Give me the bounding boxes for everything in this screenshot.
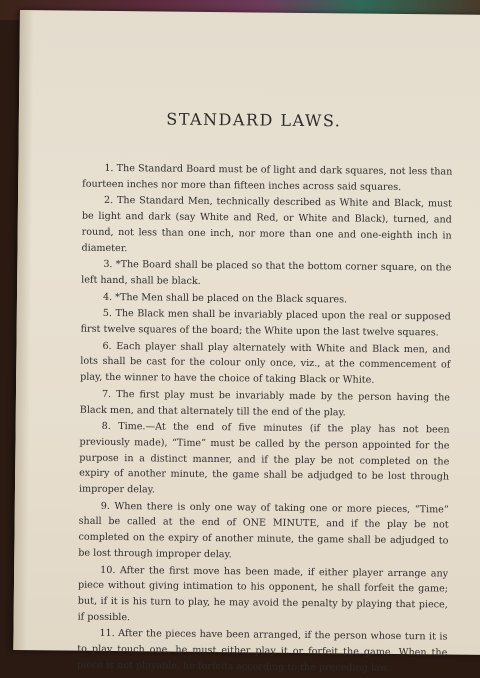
page-gutter-shadow	[13, 10, 34, 650]
law-paragraph: 10. After the first move has been made, if either player arrange any piece without giving intimation to his opponent, he shall forfeit the game; but, if it is his turn to play, he may avoid the penalty by playing that piece, if possible.	[77, 564, 449, 623]
law-paragraph: 11. After the pieces have been arranged, if the person whose turn it is to play touch one, he must either play it or forfeit the game. When the piece is not playable, he forfeits according to the preceding law.	[77, 628, 448, 674]
page-title: STANDARD LAWS.	[166, 109, 342, 131]
law-paragraph: 8. Time.—At the end of five minutes (if the play has not been previously made), “Time” must be called by the person appointed for the purpose in a distinct manner, and if the play be not completed on the expiry of another minute, the game shall be adjudged to be lost through improper delay.	[78, 421, 450, 496]
book-page	[13, 10, 480, 674]
law-paragraph: 5. The Black men shall be invariably placed upon the real or supposed first twelve squares of the board; the White upon the last twelve squares.	[80, 308, 451, 339]
law-paragraph: 4. *The Men shall be placed on the Black squares.	[102, 291, 348, 306]
law-paragraph: 2. The Standard Men, technically described as White and Black, must be light and dark (say White and Red, or White and Black), turned, and round, not less than one inch, nor more than one and one-eighth inch in diameter.	[81, 195, 453, 254]
law-paragraph: 9. When there is only one way of taking one or more pieces, “Time” shall be called at the end of ONE MINUTE, and if the play be not completed on the expiry of another minute, the game shall be adjudged to be lost through improper delay.	[78, 500, 449, 561]
laws-list	[77, 161, 452, 678]
law-paragraph: 3. *The Board shall be placed so that the bottom corner square, on the left hand, shall be black.	[81, 259, 452, 287]
law-paragraph: 1. The Standard Board must be of light and dark squares, not less than fourteen inches nor more than fifteen inches across said squares.	[82, 162, 453, 193]
law-paragraph: 6. Each player shall play alternately with White and Black men, and lots shall be cast for the colour only once, viz., at the commencement of play, the winner to have the choice of taking Black or White.	[80, 340, 451, 386]
law-paragraph: 7. The first play must be invariably made by the person having the Black men, and that alternately till the end of the play.	[79, 388, 451, 418]
